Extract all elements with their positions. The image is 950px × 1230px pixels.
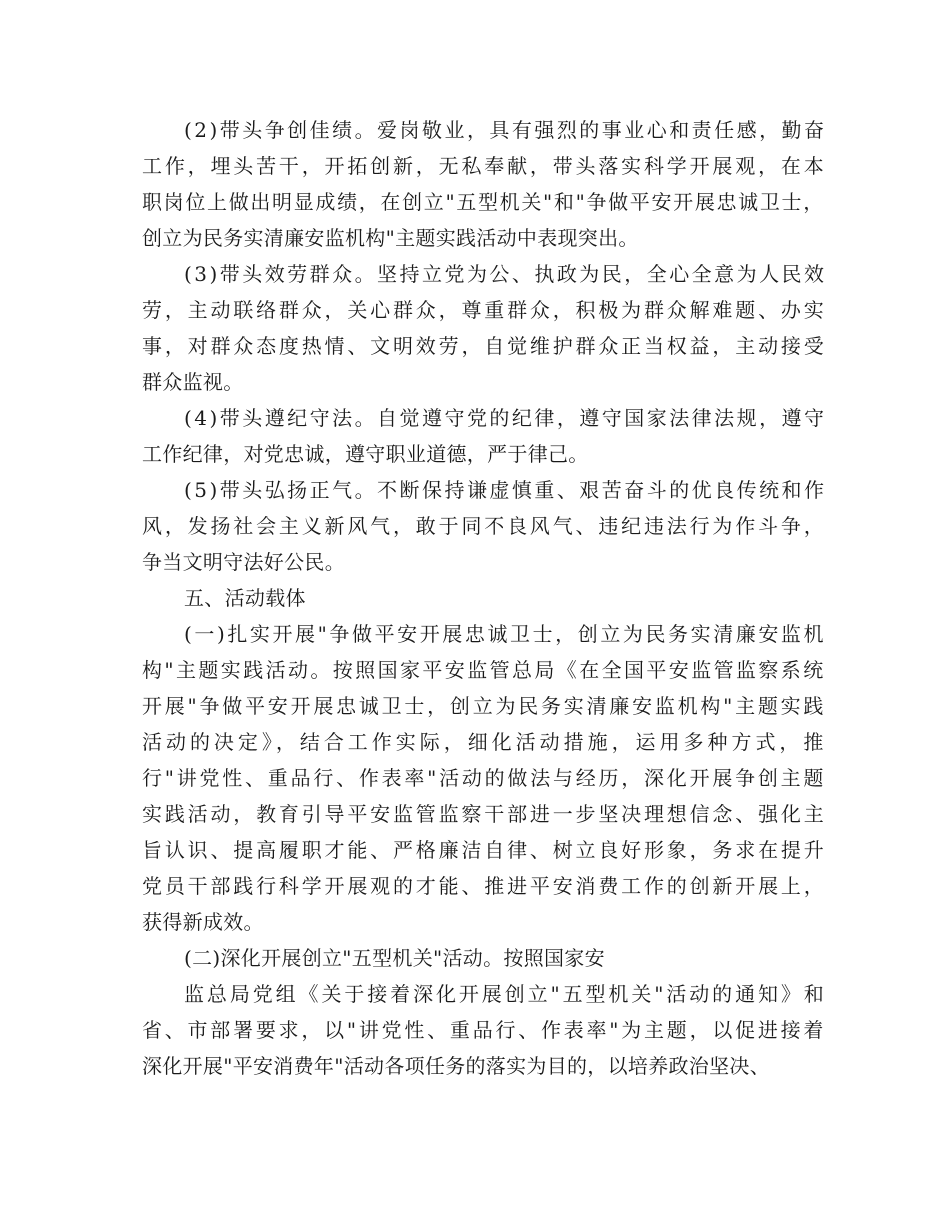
text-line: 争当文明守法好公民。 [142,550,345,574]
text-line: (4)带头遵纪守法。自觉遵守党的纪律，遵守国家法律法规，遵守 [184,406,827,430]
text-line: 工作，埋头苦干，开拓创新，无私奉献，带头落实科学开展观，在本 [142,154,827,178]
paragraph-activity-2-cont [142,976,827,1084]
heading-text: 五、活动载体 [184,586,306,610]
text-line: 党员干部践行科学开展观的才能、推进平安消费工作的创新开展上， [142,874,827,898]
paragraph-3 [142,256,827,400]
text-line: (一)扎实开展"争做平安开展忠诚卫士，创立为民务实清廉安监机 [184,622,827,646]
text-line: (二)深化开展创立"五型机关"活动。按照国家安 [184,946,605,970]
text-line: 风，发扬社会主义新风气，敢于同不良风气、违纪违法行为作斗争， [142,514,827,538]
document-body [142,112,828,1084]
text-line: (2)带头争创佳绩。爱岗敬业，具有强烈的事业心和责任感，勤奋 [184,118,827,142]
text-line: 省、市部署要求，以"讲党性、重品行、作表率"为主题，以促进接着 [142,1018,827,1042]
section-heading [142,580,824,616]
text-line: 工作纪律，对党忠诚，遵守职业道德，严于律己。 [142,442,589,466]
paragraph-activity-2 [142,940,824,976]
text-line: 深化开展"平安消费年"活动各项任务的落实为目的，以培养政治坚决、 [142,1054,770,1078]
text-line: (5)带头弘扬正气。不断保持谦虚慎重、艰苦奋斗的优良传统和作 [184,478,827,502]
text-line: 旨认识、提高履职才能、严格廉洁自律、树立良好形象，务求在提升 [142,838,827,862]
text-line: 创立为民务实清廉安监机构"主题实践活动中表现突出。 [142,226,639,250]
text-line: (3)带头效劳群众。坚持立党为公、执政为民，全心全意为人民效 [184,262,827,286]
text-line: 群众监视。 [142,370,244,394]
text-line: 事，对群众态度热情、文明效劳，自觉维护群众正当权益，主动接受 [142,334,827,358]
text-line: 构"主题实践活动。按照国家平安监管总局《在全国平安监管监察系统 [142,658,826,682]
text-line: 开展"争做平安开展忠诚卫士，创立为民务实清廉安监机构"主题实践 [142,694,827,718]
paragraph-4 [142,400,827,472]
text-line: 活动的决定》，结合工作实际，细化活动措施，运用多种方式，推 [142,730,828,754]
paragraph-2 [142,112,827,256]
text-line: 职岗位上做出明显成绩，在创立"五型机关"和"争做平安开展忠诚卫士， [142,190,825,214]
text-line: 获得新成效。 [142,910,264,934]
text-line: 行"讲党性、重品行、作表率"活动的做法与经历，深化开展争创主题 [142,766,827,790]
paragraph-activity-1 [142,616,828,940]
paragraph-5 [142,472,827,580]
text-line: 实践活动，教育引导平安监管监察干部进一步坚决理想信念、强化主 [142,802,827,826]
text-line: 劳，主动联络群众，关心群众，尊重群众，积极为群众解难题、办实 [142,298,827,322]
text-line: 监总局党组《关于接着深化开展创立"五型机关"活动的通知》和 [184,982,827,1006]
